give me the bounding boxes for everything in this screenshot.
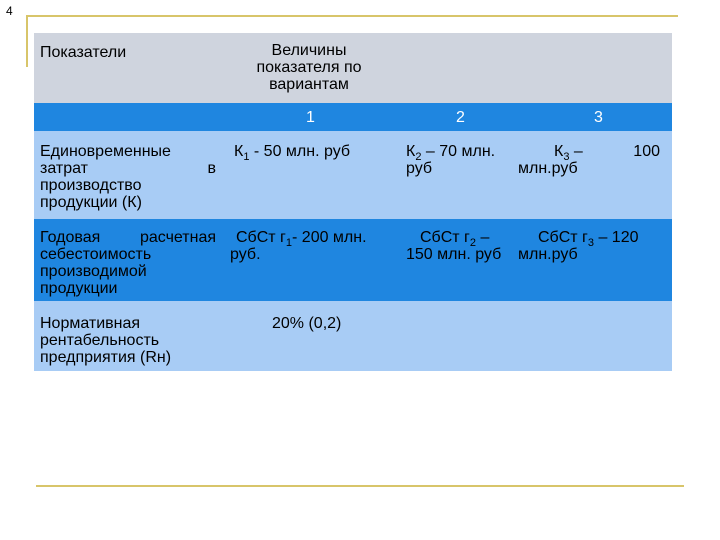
row-value-1: СбСт $г_1-$ 200 млн. руб. <box>230 229 367 263</box>
variant-numbers-row <box>34 103 672 131</box>
row-value-3: $К_3$ – 100 млн.руб <box>518 143 660 177</box>
header-indicators: Показатели <box>40 44 127 61</box>
row-value-2: СбСт $г_2$ – 150 млн. руб <box>406 229 502 263</box>
variant-2: 2 <box>456 109 465 126</box>
variant-1: 1 <box>306 109 315 126</box>
table-row <box>34 219 672 301</box>
row-value-3: СбСт $г_3 - 120$ млн.руб <box>518 229 639 263</box>
row-label: Единовременные затрат в производство продукции (К) <box>40 143 216 211</box>
row-label: Годовая расчетная себестоимость производимой продукции <box>40 229 216 297</box>
header-values: Величины показателя по вариантам <box>256 42 362 93</box>
table-row <box>34 131 672 219</box>
bottom-rule <box>36 485 684 487</box>
slide-number: 4 <box>6 4 13 18</box>
row-value-1: $К_1 - 50$ млн. руб <box>234 143 351 163</box>
table-row <box>34 301 672 371</box>
left-rule <box>26 15 28 67</box>
row-value: 20% (0,2) <box>272 315 342 332</box>
row-value-2: $К_2 - 70$ млн. руб <box>406 143 496 177</box>
row-label: Нормативная рентабельность предприятия (Rн) <box>40 315 172 366</box>
table-header-row <box>34 33 672 103</box>
variant-3: 3 <box>594 109 603 126</box>
top-rule <box>26 15 678 17</box>
